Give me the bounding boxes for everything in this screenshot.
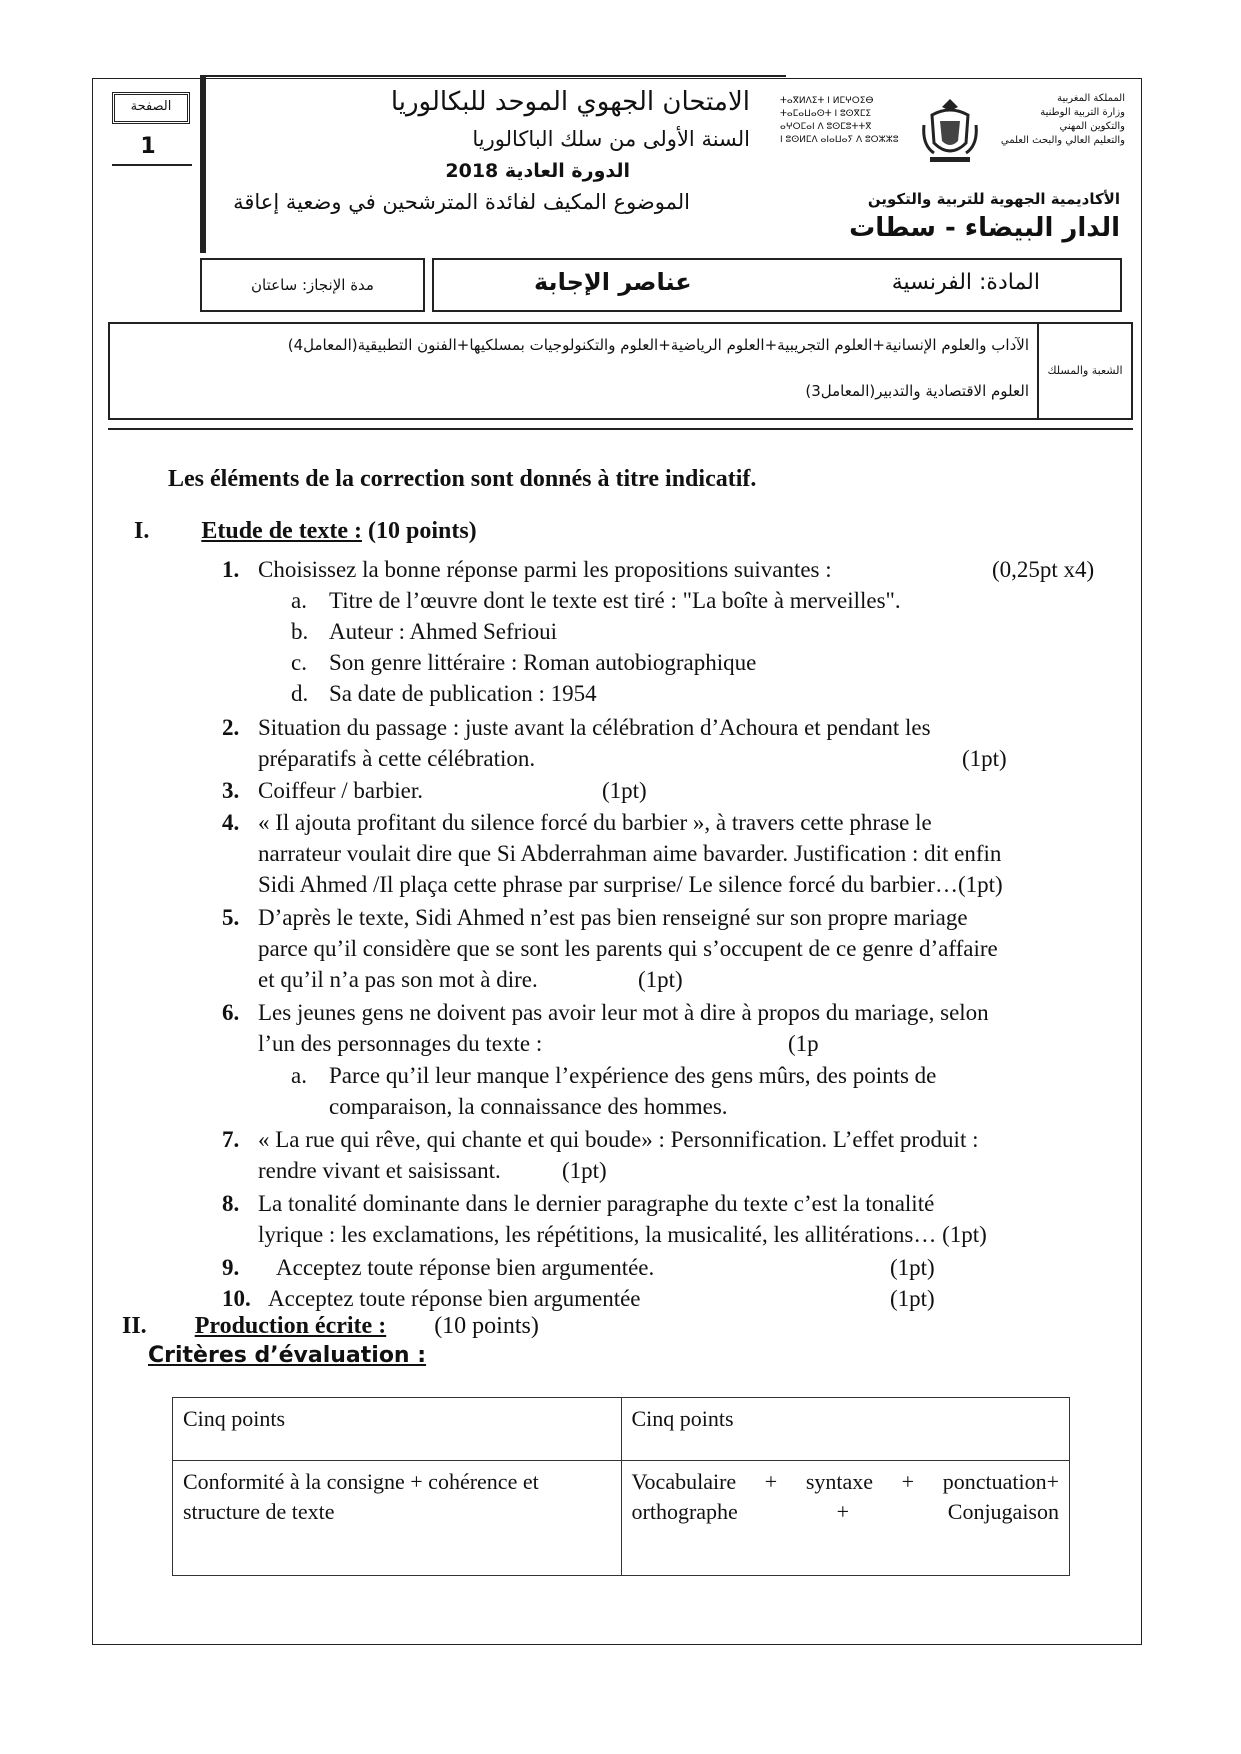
tifinagh-line: ⴰⵖⵔⵎⴰⵏ ⴷ ⵓⵙⵎⵓⵜⵜⴳ xyxy=(780,122,872,132)
answer-6a xyxy=(291,1060,1091,1122)
page-label: الصفحة xyxy=(112,92,190,124)
question-line: rendre vivant et saisissant. xyxy=(258,1158,501,1183)
question-number: 4. xyxy=(222,810,240,835)
answer-text: Son genre littéraire : Roman autobiographique xyxy=(329,650,757,675)
page-number-underline xyxy=(112,164,192,166)
coat-of-arms-icon xyxy=(920,95,980,165)
question-line: et qu’il n’a pas son mot à dire. xyxy=(258,967,538,992)
question-number: 5. xyxy=(222,905,240,930)
section-1-number: I. xyxy=(134,518,150,544)
branches-line-2: العلوم الاقتصادية والتدبير(المعامل3) xyxy=(805,382,1029,400)
exam-level: السنة الأولى من سلك الباكالوريا xyxy=(472,127,750,151)
table-cell: Cinq points xyxy=(173,1398,622,1461)
question-line: parce qu’il considère que se sont les parents qui s’occupent de ce genre d’affaire xyxy=(258,936,998,961)
question-text: Choisissez la bonne réponse parmi les propositions suivantes : xyxy=(258,557,832,582)
table-cell: Conformité à la consigne + cohérence et structure de texte xyxy=(173,1461,622,1576)
question-2 xyxy=(222,712,1122,774)
tifinagh-line: ⵜⴰⵎⴰⵡⴰⵙⵜ ⵏ ⵓⵙⴳⵎⵉ xyxy=(780,109,872,119)
section-2-title: Production écrite : xyxy=(194,1313,387,1339)
question-line: préparatifs à cette célébration. xyxy=(258,746,536,771)
question-line: La tonalité dominante dans le dernier paragraphe du texte c’est la tonalité xyxy=(258,1191,935,1216)
answer-text: Titre de l’œuvre dont le texte est tiré : "La boîte à merveilles". xyxy=(329,588,901,613)
duration-box: مدة الإنجاز: ساعتان xyxy=(200,258,425,312)
tifinagh-line: ⵜⴰⴳⵍⴷⵉⵜ ⵏ ⵍⵎⵖⵔⵉⴱ xyxy=(780,96,874,106)
question-line: narrateur voulait dire que Si Abderrahman aime bavarder. Justification : dit enfin xyxy=(258,841,1002,866)
answers-title-box xyxy=(432,258,1122,312)
exam-adapted: الموضوع المكيف لفائدة المترشحين في وضعية إعاقة xyxy=(233,190,690,214)
question-line: lyrique : les exclamations, les répétitions, la musicalité, les allitérations… (1pt) xyxy=(258,1222,987,1247)
branches-box xyxy=(108,322,1133,420)
question-line: Situation du passage : juste avant la célébration d’Achoura et pendant les xyxy=(258,715,931,740)
question-text: Acceptez toute réponse bien argumentée xyxy=(268,1286,641,1311)
ministry-line: المملكة المغربية xyxy=(1057,93,1125,104)
correction-note: Les éléments de la correction sont donnés à titre indicatif. xyxy=(168,466,757,492)
question-text: Acceptez toute réponse bien argumentée. xyxy=(276,1255,655,1280)
question-line: Sidi Ahmed /Il plaça cette phrase par surprise/ Le silence forcé du barbier…(1pt) xyxy=(258,872,1003,897)
ministry-line: والتعليم العالي والبحث العلمي xyxy=(1000,135,1125,146)
academy-name: الأكاديمية الجهوية للتربية والتكوين xyxy=(867,190,1120,208)
exam-session: الدورة العادية 2018 xyxy=(445,160,630,182)
answer-text: Auteur : Ahmed Sefrioui xyxy=(329,619,558,644)
question-line: Les jeunes gens ne doivent pas avoir leur mot à dire à propos du mariage, selon xyxy=(258,1000,989,1025)
question-8 xyxy=(222,1188,1122,1250)
question-score: (0,25pt x4) xyxy=(992,557,1095,582)
question-score: (1p xyxy=(788,1031,819,1056)
answer-text: Sa date de publication : 1954 xyxy=(329,681,597,706)
subject-label: المادة: الفرنسية xyxy=(891,270,1040,295)
tifinagh-header xyxy=(780,95,910,147)
table-row xyxy=(173,1461,1070,1576)
question-4 xyxy=(222,807,1122,900)
answer-line: Parce qu’il leur manque l’expérience des gens mûrs, des points de xyxy=(329,1063,937,1088)
question-number: 6. xyxy=(222,1000,240,1025)
header-separator xyxy=(108,428,1133,430)
question-line: « Il ajouta profitant du silence forcé du barbier », à travers cette phrase le xyxy=(258,810,932,835)
question-number: 1. xyxy=(222,557,240,582)
section-2-number: II. xyxy=(122,1313,147,1339)
exam-title: الامتحان الجهوي الموحد للبكالوريا xyxy=(390,87,750,117)
table-cell: Vocabulaire + syntaxe + ponctuation+ orthographe + Conjugaison xyxy=(621,1461,1070,1576)
exam-title-text xyxy=(200,75,760,251)
question-score: (1pt) xyxy=(638,967,683,992)
question-number: 10. xyxy=(222,1286,251,1311)
table-row xyxy=(173,1398,1070,1461)
answer-key: a. xyxy=(291,1063,307,1088)
question-text: Coiffeur / barbier. xyxy=(258,778,423,803)
question-number: 7. xyxy=(222,1127,240,1152)
page-number-box xyxy=(112,92,190,164)
question-number: 3. xyxy=(222,778,240,803)
answers-title: عناصر الإجابة xyxy=(534,268,692,296)
question-score: (1pt) xyxy=(890,1255,935,1280)
question-line: D’après le texte, Sidi Ahmed n’est pas bien renseigné sur son propre mariage xyxy=(258,905,968,930)
answer-key: c. xyxy=(291,650,307,675)
answer-key: b. xyxy=(291,619,309,644)
question-7 xyxy=(222,1124,1122,1186)
question-score: (1pt) xyxy=(962,746,1007,771)
page-number: 1 xyxy=(140,134,156,159)
tifinagh-line: ⵏ ⵓⵙⵍⵎⴷ ⴰⵏⴰⵡⴰⵢ ⴷ ⵓⵔⵣⵣⵓ xyxy=(780,135,899,145)
section-2-points: (10 points) xyxy=(434,1313,539,1339)
criteria-title: Critères d’évaluation : xyxy=(148,1343,427,1368)
ministry-line: وزارة التربية الوطنية xyxy=(1040,107,1125,118)
question-score: (1pt) xyxy=(890,1286,935,1311)
ministry-line: والتكوين المهني xyxy=(1059,121,1125,132)
ministry-header xyxy=(985,92,1125,148)
question-number: 2. xyxy=(222,715,240,740)
criteria-table xyxy=(172,1397,1070,1576)
question-number: 8. xyxy=(222,1191,240,1216)
question-6 xyxy=(222,997,1122,1059)
question-line: « La rue qui rêve, qui chante et qui boude» : Personnification. L’effet produit : xyxy=(258,1127,979,1152)
section-2-heading xyxy=(122,1313,539,1340)
question-line: l’un des personnages du texte : xyxy=(258,1031,543,1056)
question-5 xyxy=(222,902,1122,995)
question-number: 9. xyxy=(222,1255,240,1280)
answer-key: d. xyxy=(291,681,309,706)
branches-line-1: الآداب والعلوم الإنسانية+العلوم التجريبية+العلوم الرياضية+العلوم والتكنولوجيات بمسلكيها+الفنون التطبيقية(المعامل4) xyxy=(287,336,1029,354)
branches-label: الشعبة والمسلك xyxy=(1037,324,1131,418)
table-cell: Cinq points xyxy=(621,1398,1070,1461)
question-score: (1pt) xyxy=(602,778,647,803)
question-score: (1pt) xyxy=(562,1158,607,1183)
section-1-heading xyxy=(134,518,477,545)
academy-city: الدار البيضاء - سطات xyxy=(849,213,1120,243)
answer-key: a. xyxy=(291,588,307,613)
answer-line: comparaison, la connaissance des hommes. xyxy=(329,1094,728,1119)
section-1-points: (10 points) xyxy=(367,518,477,544)
section-1-title: Etude de texte : xyxy=(201,518,362,544)
